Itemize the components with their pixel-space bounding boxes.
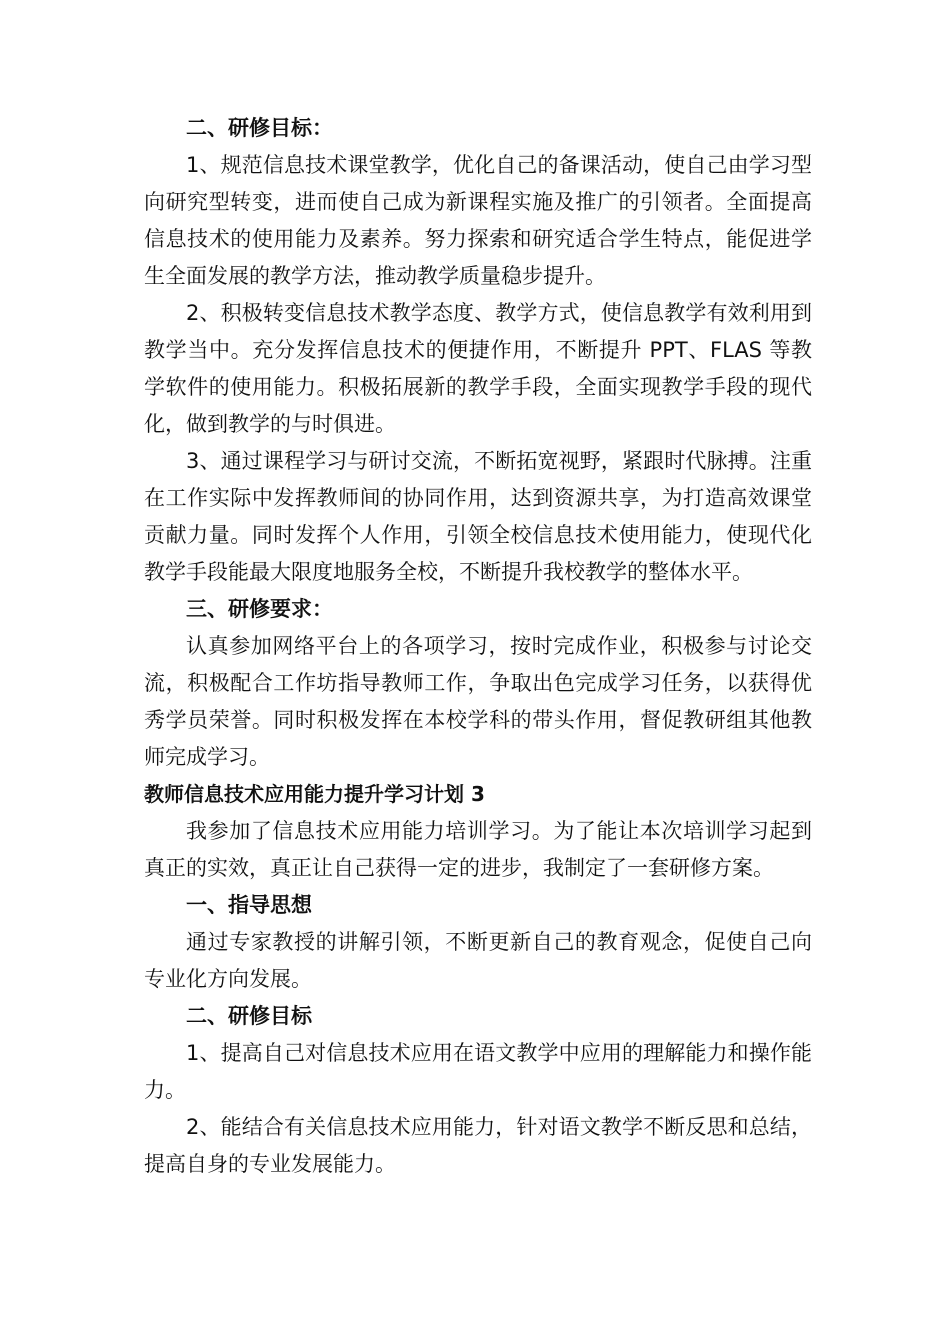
paragraph-plan-3-intro: 我参加了信息技术应用能力培训学习。为了能让本次培训学习起到真正的实效，真正让自己获得一定的进步，我制定了一套研修方案。	[144, 819, 812, 880]
paragraph-requirement: 认真参加网络平台上的各项学习，按时完成作业，积极参与讨论交流，积极配合工作坊指导教师工作，争取出色完成学习任务，以获得优秀学员荣誉。同时积极发挥在本校学科的带头作用，督促教研组其他教师完成学习。	[144, 634, 812, 769]
paragraph-goal-2: 2、积极转变信息技术教学态度、教学方式，使信息教学有效利用到教学当中。充分发挥信息技术的便捷作用，不断提升 PPT、FLAS 等教学软件的使用能力。积极拓展新的教学手段，全面实现教学手段的现代化，做到教学的与时俱进。	[144, 301, 812, 436]
paragraph-plan-3-goal-1: 1、提高自己对信息技术应用在语文教学中应用的理解能力和操作能力。	[144, 1041, 812, 1102]
section-heading-plan-3-goals: 二、研修目标	[186, 1004, 312, 1028]
paragraph-plan-3-goal-2: 2、能结合有关信息技术应用能力，针对语文教学不断反思和总结，提高自身的专业发展能力。	[144, 1115, 812, 1176]
paragraph-guiding-thought: 通过专家教授的讲解引领，不断更新自己的教育观念，促使自己向专业化方向发展。	[144, 930, 812, 991]
section-heading-guiding-thought: 一、指导思想	[186, 893, 312, 917]
plan-3-title: 教师信息技术应用能力提升学习计划 3	[144, 782, 485, 806]
section-heading-research-requirements: 三、研修要求：	[186, 597, 333, 621]
section-heading-research-goals: 二、研修目标：	[186, 116, 333, 140]
paragraph-goal-3: 3、通过课程学习与研讨交流，不断拓宽视野，紧跟时代脉搏。注重在工作实际中发挥教师间的协同作用，达到资源共享，为打造高效课堂贡献力量。同时发挥个人作用，引领全校信息技术使用能力，使现代化教学手段能最大限度地服务全校，不断提升我校教学的整体水平。	[144, 449, 812, 584]
document-page	[144, 110, 812, 1183]
paragraph-goal-1: 1、规范信息技术课堂教学，优化自己的备课活动，使自己由学习型向研究型转变，进而使自己成为新课程实施及推广的引领者。全面提高信息技术的使用能力及素养。努力探索和研究适合学生特点，能促进学生全面发展的教学方法，推动教学质量稳步提升。	[144, 153, 812, 288]
